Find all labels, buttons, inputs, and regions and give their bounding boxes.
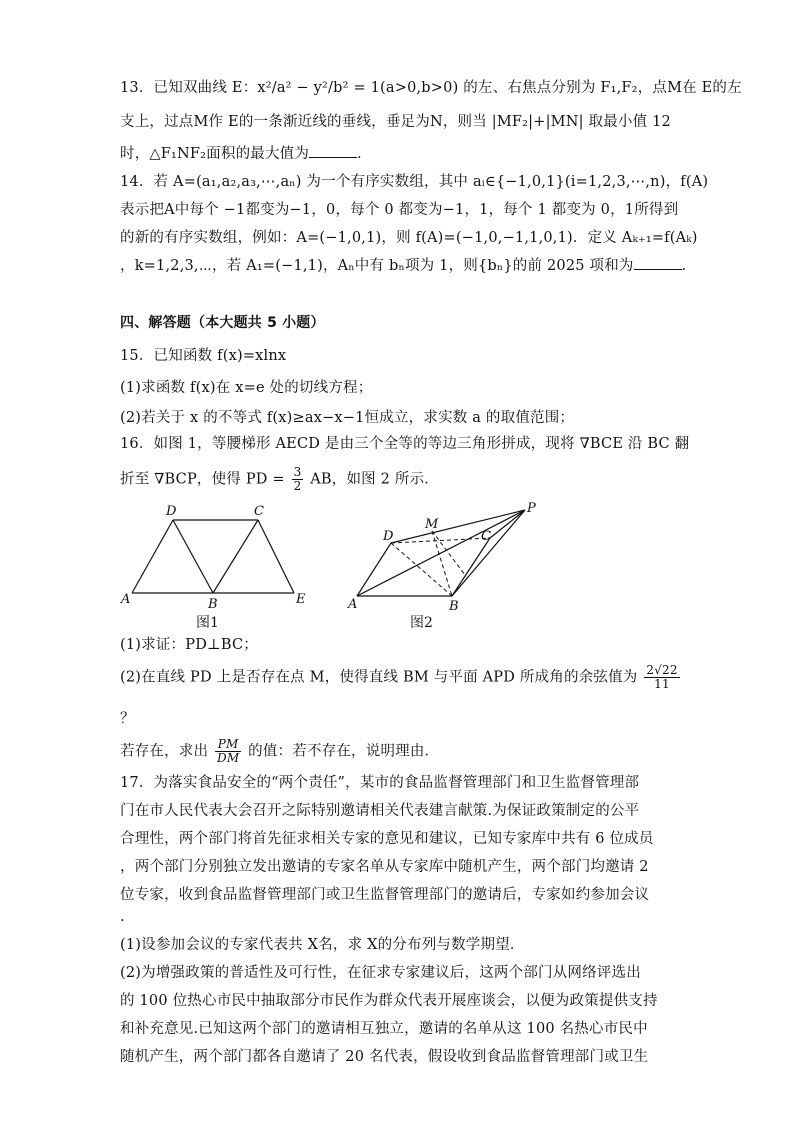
q16-part-3b: 的值：若不存在，说明理由． bbox=[248, 743, 440, 760]
q14-line-2: 表示把A中每个 −1都变为−1，0，每个 0 都变为−1，1，每个 1 都变为 0，1所得到 bbox=[120, 202, 679, 218]
q17-part-2-line-1: (2)为增强政策的普适性及可行性，在征求专家建议后，这两个部门从网络评选出 bbox=[120, 965, 641, 981]
q17-part-1: (1)设参加会议的专家代表共 X名，求 X的分布列与数学期望． bbox=[120, 937, 525, 953]
fraction-3-over-2 bbox=[292, 466, 304, 493]
q13-line-3-text: 时，△F₁NF₂面积的最大值为 bbox=[120, 146, 310, 162]
section-heading: 四、解答题（本大题共 5 小题） bbox=[120, 315, 325, 331]
fig1-label-b: B bbox=[208, 597, 218, 612]
fig2-label-p: P bbox=[527, 501, 536, 516]
fig1-label-e: E bbox=[296, 592, 306, 607]
frac-num: PM bbox=[215, 738, 241, 752]
q16-part-2 bbox=[120, 664, 680, 691]
q14-line-3: 的新的有序实数组，例如：A=(−1,0,1)，则 f(A)=(−1,0,−1,1,0,1)．定义 Aₖ₊₁=f(Aₖ) bbox=[120, 230, 698, 246]
q15-line-3: (2)若关于 x 的不等式 f(x)≥ax−x−1恒成立，求实数 a 的取值范围； bbox=[120, 410, 575, 426]
fig2-label-d: D bbox=[383, 529, 394, 544]
fig2-label-b: B bbox=[449, 599, 459, 614]
q16-line-2a: 折至 ∇BCP，使得 PD = bbox=[120, 471, 285, 488]
answer-blank-13 bbox=[309, 143, 357, 158]
q13-line-3-end: ． bbox=[357, 146, 372, 162]
q16-part-3a: 若存在，求出 bbox=[120, 743, 209, 760]
q13-line-3 bbox=[120, 143, 680, 165]
q17-part-2-line-3: 和补充意见.已知这两个部门的邀请相互独立，邀请的名单从这 100 名热心市民中 bbox=[120, 1021, 648, 1037]
q16-part-1: (1)求证：PD⊥BC； bbox=[120, 637, 258, 653]
q15-line-1: 15．已知函数 f(x)=xlnx bbox=[120, 348, 287, 364]
q17-line-5: 位专家，收到食品监督管理部门或卫生监督管理部门的邀请后，专家如约参加会议 bbox=[120, 887, 650, 903]
fig2-label-a: A bbox=[348, 597, 358, 612]
fig2-label-c: C bbox=[481, 529, 491, 544]
q13-line-1: 13．已知双曲线 E：x²/a² − y²/b² = 1(a>0,b>0) 的左、右焦点分别为 F₁,F₂，点M在 E的左 bbox=[120, 80, 742, 96]
q14-line-4-end: ． bbox=[681, 258, 697, 274]
figure-1-trapezoid bbox=[118, 505, 318, 615]
q14-line-4 bbox=[120, 255, 697, 277]
q17-line-4: ，两个部门分别独立发出邀请的专家名单从专家库中随机产生，两个部门均邀请 2 bbox=[120, 859, 649, 875]
fraction-cosine-value bbox=[644, 664, 679, 691]
fig1-label-c: C bbox=[254, 505, 264, 519]
q17-line-6: . bbox=[120, 909, 125, 925]
q17-line-3: 合理性，两个部门将首先征求相关专家的意见和建议，已知专家库中共有 6 位成员 bbox=[120, 831, 654, 847]
q16-question-mark: ？ bbox=[120, 711, 135, 727]
frac-den: 11 bbox=[654, 677, 670, 691]
frac-num: 2√22 bbox=[646, 663, 678, 677]
q16-line-2 bbox=[120, 466, 680, 493]
frac-den: DM bbox=[217, 751, 240, 765]
q17-line-2: 门在市人民代表大会召开之际特别邀请相关代表建言献策.为保证政策制定的公平 bbox=[120, 803, 640, 819]
q16-part-2-text: (2)在直线 PD 上是否存在点 M，使得直线 BM 与平面 APD 所成角的余弦值为 bbox=[120, 669, 638, 686]
figure-2-caption: 图2 bbox=[410, 615, 433, 631]
q15-line-2: (1)求函数 f(x)在 x=e 处的切线方程； bbox=[120, 380, 373, 396]
q13-line-2: 支上，过点M作 E的一条渐近线的垂线，垂足为N，则当 |MF₂|+|MN| 取最小值 12 bbox=[120, 114, 671, 130]
figure-2-solid bbox=[345, 498, 545, 616]
q16-line-2b: AB，如图 2 所示． bbox=[310, 471, 440, 488]
frac-num: 3 bbox=[293, 465, 302, 479]
figure-1-caption: 图1 bbox=[196, 615, 219, 631]
q17-part-2-line-4: 随机产生，两个部门都各自邀请了 20 名代表，假设收到食品监督管理部门或卫生 bbox=[120, 1049, 649, 1065]
frac-den: 2 bbox=[293, 479, 302, 493]
fig1-label-a: A bbox=[121, 592, 131, 607]
q16-line-1: 16．如图 1，等腰梯形 AECD 是由三个全等的等边三角形拼成，现将 ∇BCE 沿 BC 翻 bbox=[120, 436, 690, 452]
fraction-pm-over-dm bbox=[215, 738, 241, 765]
q14-line-1: 14．若 A=(a₁,a₂,a₃,⋯,aₙ) 为一个有序实数组，其中 aᵢ∈{−1,0,1}(i=1,2,3,⋯,n)，f(A) bbox=[120, 174, 709, 190]
fig1-label-d: D bbox=[166, 505, 177, 519]
q14-line-4-text: ，k=1,2,3,⋯，若 A₁=(−1,1)，Aₙ中有 bₙ项为 1，则{bₙ}的前 2025 项和为 bbox=[120, 258, 634, 274]
q17-part-2-line-2: 的 100 位热心市民中抽取部分市民作为群众代表开展座谈会，以便为政策提供支持 bbox=[120, 993, 658, 1009]
q17-line-1: 17．为落实食品安全的“两个责任”，某市的食品监督管理部门和卫生监督管理部 bbox=[120, 775, 640, 791]
answer-blank-14 bbox=[634, 255, 682, 270]
fig2-label-m: M bbox=[425, 517, 439, 532]
q16-part-3 bbox=[120, 738, 680, 765]
